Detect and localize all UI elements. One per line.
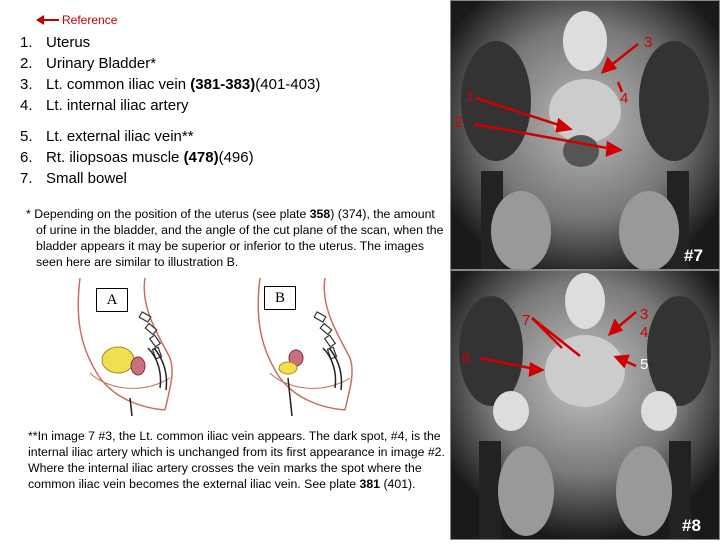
scan-7-label-2: 2	[454, 114, 463, 131]
scan-7-label-3: 3	[644, 34, 653, 51]
scan-8-number: #8	[682, 516, 701, 535]
illustration-b-label: B	[264, 286, 296, 310]
list-item: 5. Lt. external iliac vein**	[20, 128, 194, 145]
list-item: 1. Uterus	[20, 34, 91, 51]
scan-7-label-4: 4	[620, 90, 629, 107]
scan-8-label-7: 7	[522, 312, 531, 329]
list-item: 3. Lt. common iliac vein (381-383)(401-403)	[20, 76, 321, 93]
scan-8-annotation-arrows	[440, 270, 720, 538]
bladder-footnote: * Depending on the position of the uterus (see plate 358) (374), the amount of urine in the bladder, and the angle of the cut plane of the scan, when the bladder appears it may be superior or inferior to the uterus. The images seen here are similar to illustration B.	[26, 207, 444, 269]
list-item: 6. Rt. iliopsoas muscle (478)(496)	[20, 149, 254, 166]
list-item: 7. Small bowel	[20, 170, 127, 187]
left-arrow-icon	[36, 12, 60, 28]
list-item: 4. Lt. internal iliac artery	[20, 97, 189, 114]
scan-7-annotation-arrows	[440, 0, 720, 268]
scan-7-label-1: 1	[466, 88, 475, 105]
legend-list-bottom	[20, 126, 254, 189]
scan-8-label-6: 6	[462, 350, 471, 367]
illustration-a-label: A	[96, 288, 128, 312]
list-item: 2. Urinary Bladder*	[20, 55, 157, 72]
scan-8-label-3: 3	[640, 306, 649, 323]
reference-label: Reference	[62, 13, 118, 27]
iliac-vein-footnote: **In image 7 #3, the Lt. common iliac vein appears. The dark spot, #4, is the internal iliac artery which is unchanged from its first appearance in image #2. Where the internal iliac artery crosses the vein marks the spot where the common iliac vein becomes the external iliac vein. See plate 381 (401).	[28, 429, 445, 491]
scan-8-label-4: 4	[640, 324, 649, 341]
scan-8-label-5: 5	[640, 356, 649, 373]
scan-7-number: #7	[684, 246, 703, 265]
legend-list-top	[20, 32, 320, 116]
